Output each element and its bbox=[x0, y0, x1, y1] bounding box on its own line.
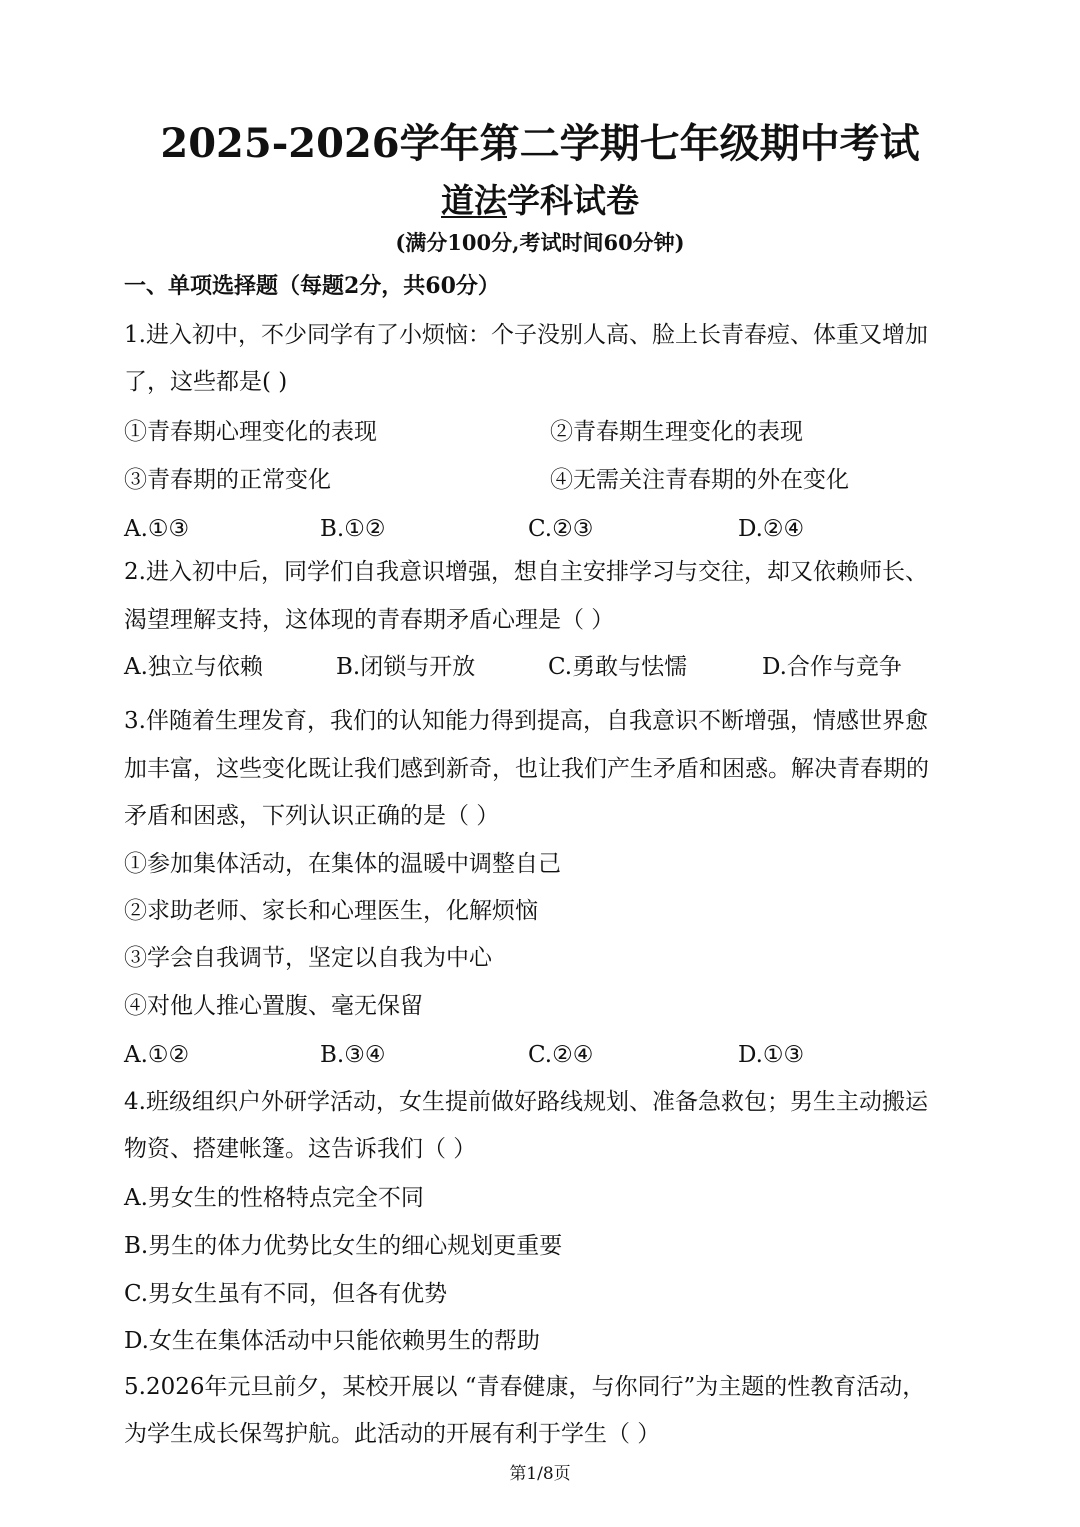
q1-option-c: C.②③ bbox=[528, 516, 594, 542]
q2-stem-line1: 2.进入初中后，同学们自我意识增强，想自主安排学习与交往，却又依赖师长、 bbox=[124, 559, 928, 585]
q1-option-d: D.②④ bbox=[738, 516, 805, 542]
subject-title-rest: 学科试卷 bbox=[507, 181, 639, 220]
q1-stem-line1: 1.进入初中，不少同学有了小烦恼：个子没别人高、脸上长青春痘、体重又增加 bbox=[124, 322, 928, 348]
q3-statement-1: ①参加集体活动，在集体的温暖中调整自己 bbox=[124, 851, 561, 877]
q1-stem-line2: 了，这些都是( ) bbox=[124, 369, 288, 395]
q2-option-a: A.独立与依赖 bbox=[124, 654, 263, 680]
page-number: 第1/8页 bbox=[509, 1464, 571, 1484]
q4-stem-line1: 4.班级组织户外研学活动，女生提前做好路线规划、准备急救包；男生主动搬运 bbox=[124, 1089, 928, 1115]
q3-option-c: C.②④ bbox=[528, 1042, 594, 1068]
q1-statement-1: ①青春期心理变化的表现 bbox=[124, 419, 377, 445]
q1-statement-2: ②青春期生理变化的表现 bbox=[550, 419, 803, 445]
q2-option-c: C.勇敢与怯懦 bbox=[548, 654, 688, 680]
q1-statement-4: ④无需关注青春期的外在变化 bbox=[550, 467, 849, 493]
q4-option-a: A.男女生的性格特点完全不同 bbox=[124, 1185, 424, 1211]
q4-option-c: C.男女生虽有不同，但各有优势 bbox=[124, 1281, 448, 1307]
exam-subtitle: (满分100分,考试时间60分钟) bbox=[395, 230, 685, 255]
q5-stem-line2: 为学生成长保驾护航。此活动的开展有利于学生（ ） bbox=[124, 1421, 661, 1447]
q3-stem-line1: 3.伴随着生理发育，我们的认知能力得到提高，自我意识不断增强，情感世界愈 bbox=[124, 708, 928, 734]
q1-statement-3: ③青春期的正常变化 bbox=[124, 467, 331, 493]
subject-name: 道法 bbox=[441, 181, 507, 220]
q3-statement-2: ②求助老师、家长和心理医生，化解烦恼 bbox=[124, 898, 538, 924]
exam-title: 2025-2026学年第二学期七年级期中考试 bbox=[160, 120, 920, 167]
q2-stem-line2: 渴望理解支持，这体现的青春期矛盾心理是（ ） bbox=[124, 607, 615, 633]
section-heading: 一、单项选择题（每题2分，共60分） bbox=[124, 273, 500, 299]
q5-stem-line1: 5.2026年元旦前夕，某校开展以 “青春健康，与你同行”为主题的性教育活动， bbox=[124, 1374, 926, 1400]
q3-statement-4: ④对他人推心置腹、毫无保留 bbox=[124, 993, 423, 1019]
q3-option-d: D.①③ bbox=[738, 1042, 805, 1068]
q3-statement-3: ③学会自我调节，坚定以自我为中心 bbox=[124, 945, 492, 971]
q1-option-b: B.①② bbox=[320, 516, 386, 542]
q4-option-b: B.男生的体力优势比女生的细心规划更重要 bbox=[124, 1233, 563, 1259]
q3-option-b: B.③④ bbox=[320, 1042, 386, 1068]
q4-option-d: D.女生在集体活动中只能依赖男生的帮助 bbox=[124, 1328, 540, 1354]
q3-stem-line2: 加丰富，这些变化既让我们感到新奇，也让我们产生矛盾和困惑。解决青春期的 bbox=[124, 756, 929, 782]
subject-title bbox=[0, 178, 1080, 224]
q2-option-b: B.闭锁与开放 bbox=[336, 654, 476, 680]
q3-stem-line3: 矛盾和困惑，下列认识正确的是（ ） bbox=[124, 803, 500, 829]
q3-option-a: A.①② bbox=[124, 1042, 190, 1068]
q1-option-a: A.①③ bbox=[124, 516, 190, 542]
q4-stem-line2: 物资、搭建帐篷。这告诉我们（ ） bbox=[124, 1136, 477, 1162]
q2-option-d: D.合作与竞争 bbox=[762, 654, 902, 680]
